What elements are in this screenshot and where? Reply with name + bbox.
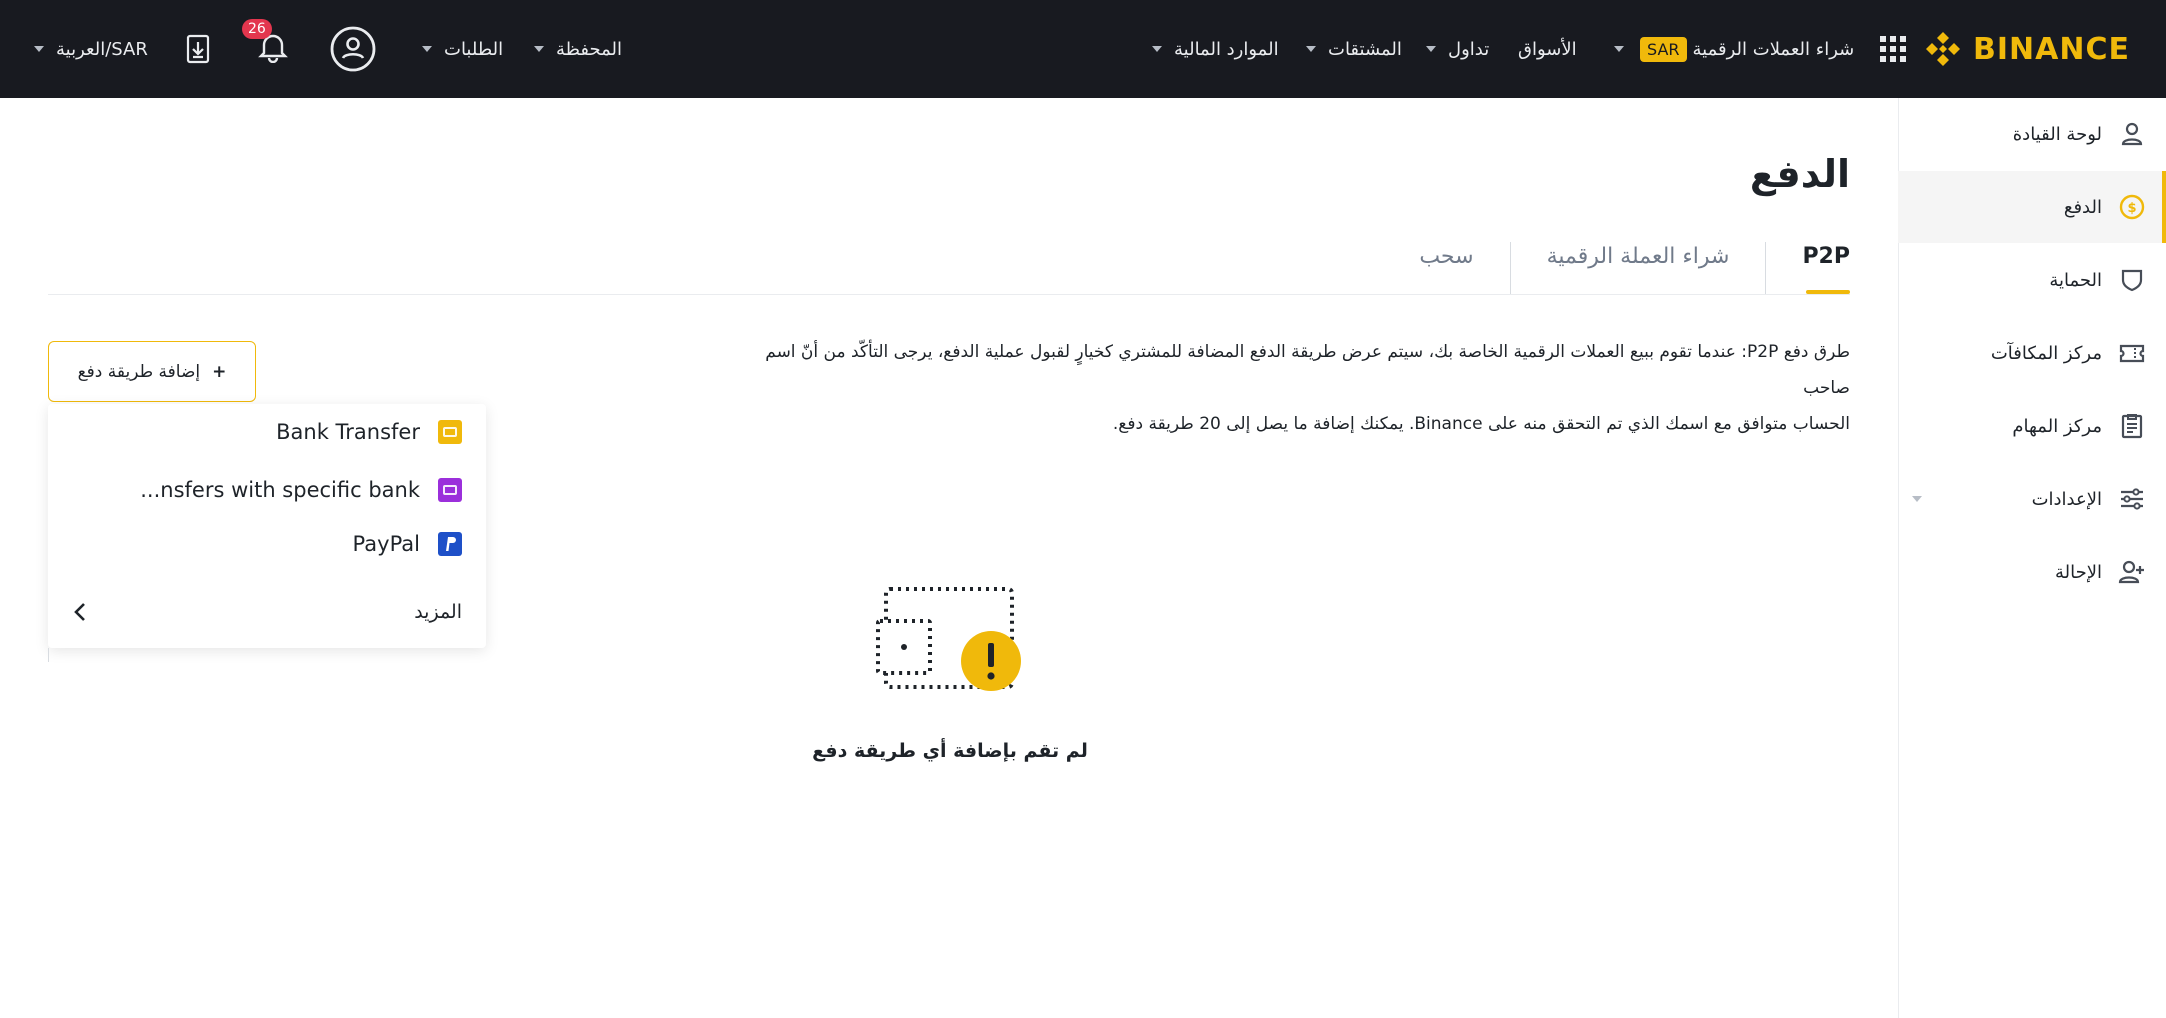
clipboard-icon: [2118, 412, 2146, 440]
chevron-down-icon: [1912, 496, 1922, 502]
empty-wallet-warning-icon: [876, 585, 1026, 695]
nav-markets[interactable]: [1518, 0, 1577, 98]
sliders-icon: [2118, 485, 2146, 513]
chevron-down-icon: [1306, 46, 1316, 52]
orders-label: الطلبات: [444, 38, 504, 60]
language-currency-selector[interactable]: [34, 0, 148, 98]
more-label: المزيد: [414, 601, 462, 623]
sidebar-item-label: مركز المكافآت: [1990, 342, 2102, 364]
bank-card-icon: [438, 478, 462, 502]
grid-icon: [1880, 36, 1906, 62]
plus-icon: +: [212, 361, 227, 382]
tab-p2p[interactable]: P2P: [1765, 242, 1850, 294]
tab-buy-crypto[interactable]: شراء العملة الرقمية: [1510, 242, 1766, 294]
apps-grid-button[interactable]: [1880, 0, 1906, 98]
nav-derivatives-label: المشتقات: [1328, 38, 1402, 60]
nav-derivatives[interactable]: [1306, 0, 1402, 98]
chevron-down-icon: [1152, 46, 1162, 52]
profile-avatar[interactable]: [330, 0, 376, 98]
wallet-menu[interactable]: [534, 0, 622, 98]
dollar-circle-icon: [2118, 193, 2146, 221]
dropdown-item-bank-transfer[interactable]: [276, 420, 462, 444]
wallet-label: المحفظة: [556, 38, 623, 60]
nav-buy-crypto[interactable]: [1614, 0, 1854, 98]
ticket-icon: [2118, 339, 2146, 367]
chevron-down-icon: [1614, 46, 1624, 52]
sidebar-item-dashboard[interactable]: [1898, 98, 2166, 170]
language-currency-label: العربية/SAR: [56, 38, 148, 60]
dropdown-more[interactable]: [72, 601, 462, 623]
chevron-down-icon: [534, 46, 544, 52]
sidebar-item-label: الحماية: [2049, 269, 2102, 291]
tab-withdraw[interactable]: سحب: [1419, 244, 1474, 269]
payment-tabs: [1383, 242, 1850, 294]
download-icon[interactable]: [186, 0, 212, 98]
binance-logo[interactable]: [1923, 0, 2130, 98]
sidebar-item-settings[interactable]: [1898, 463, 2166, 535]
user-plus-icon: [2118, 558, 2146, 586]
sidebar-item-payment[interactable]: [1898, 171, 2166, 243]
sidebar-item-label: مركز المهام: [2012, 415, 2102, 437]
brand-name: BINANCE: [1973, 31, 2130, 67]
empty-state-illustration: [876, 585, 1026, 695]
top-navbar: [0, 0, 2166, 98]
sidebar-item-label: الإعدادات: [2031, 488, 2102, 510]
orders-menu[interactable]: [422, 0, 503, 98]
dropdown-item-label: ...nsfers with specific bank: [140, 478, 420, 502]
shield-icon: [2118, 266, 2146, 294]
chevron-left-icon: [72, 601, 88, 623]
add-button-label: إضافة طريقة دفع: [77, 361, 201, 382]
paypal-icon: [438, 532, 462, 556]
sidebar-item-label: الإحالة: [2054, 561, 2102, 583]
binance-diamond-icon: [1923, 29, 1963, 69]
description-line: طرق دفع P2P: عندما تقوم ببيع العملات الرقمية الخاصة بك، سيتم عرض طريقة الدفع المضافة للمشتري كخيارٍ لقبول عملية الدفع، يرجى التأكّد من أنّ اسم صاحب: [765, 342, 1850, 398]
nav-markets-label: الأسواق: [1518, 38, 1577, 60]
tabs-divider: [48, 294, 1850, 295]
notification-badge: 26: [242, 19, 272, 39]
nav-finance-label: الموارد المالية: [1174, 38, 1279, 60]
sidebar-item-security[interactable]: [1898, 244, 2166, 316]
page-title: الدفع: [1749, 152, 1850, 196]
nav-trade[interactable]: [1426, 0, 1489, 98]
sidebar-item-label: الدفع: [2063, 196, 2102, 218]
currency-badge: SAR: [1640, 37, 1687, 62]
nav-buy-crypto-label: شراء العملات الرقمية: [1692, 38, 1855, 60]
chevron-down-icon: [1426, 46, 1436, 52]
divider: [48, 648, 49, 662]
chevron-down-icon: [422, 46, 432, 52]
notification-button[interactable]: [248, 0, 288, 98]
empty-state-message: لم تقم بإضافة أي طريقة دفع: [812, 740, 1088, 762]
dropdown-item-label: Bank Transfer: [276, 420, 420, 444]
p2p-description: [750, 334, 1850, 442]
dropdown-item-specific-bank[interactable]: [140, 478, 462, 502]
bank-card-icon: [438, 420, 462, 444]
nav-trade-label: تداول: [1448, 38, 1490, 60]
add-payment-method-button[interactable]: [48, 341, 256, 402]
description-line: الحساب متوافق مع اسمك الذي تم التحقق منه على Binance. يمكنك إضافة ما يصل إلى 20 طريقة دفع.: [1112, 414, 1850, 434]
svg-text:$: $: [2127, 201, 2137, 216]
payment-method-dropdown: [48, 404, 486, 648]
sidebar-item-rewards[interactable]: [1898, 317, 2166, 389]
sidebar-item-referral[interactable]: [1898, 536, 2166, 608]
user-circle-icon: [330, 26, 376, 72]
dropdown-item-paypal[interactable]: [353, 532, 462, 556]
dropdown-item-label: PayPal: [352, 532, 420, 556]
sidebar: [1898, 98, 2166, 1018]
sidebar-item-label: لوحة القيادة: [2012, 123, 2102, 145]
user-icon: [2118, 120, 2146, 148]
sidebar-item-tasks[interactable]: [1898, 390, 2166, 462]
nav-finance[interactable]: [1152, 0, 1279, 98]
chevron-down-icon: [34, 46, 44, 52]
